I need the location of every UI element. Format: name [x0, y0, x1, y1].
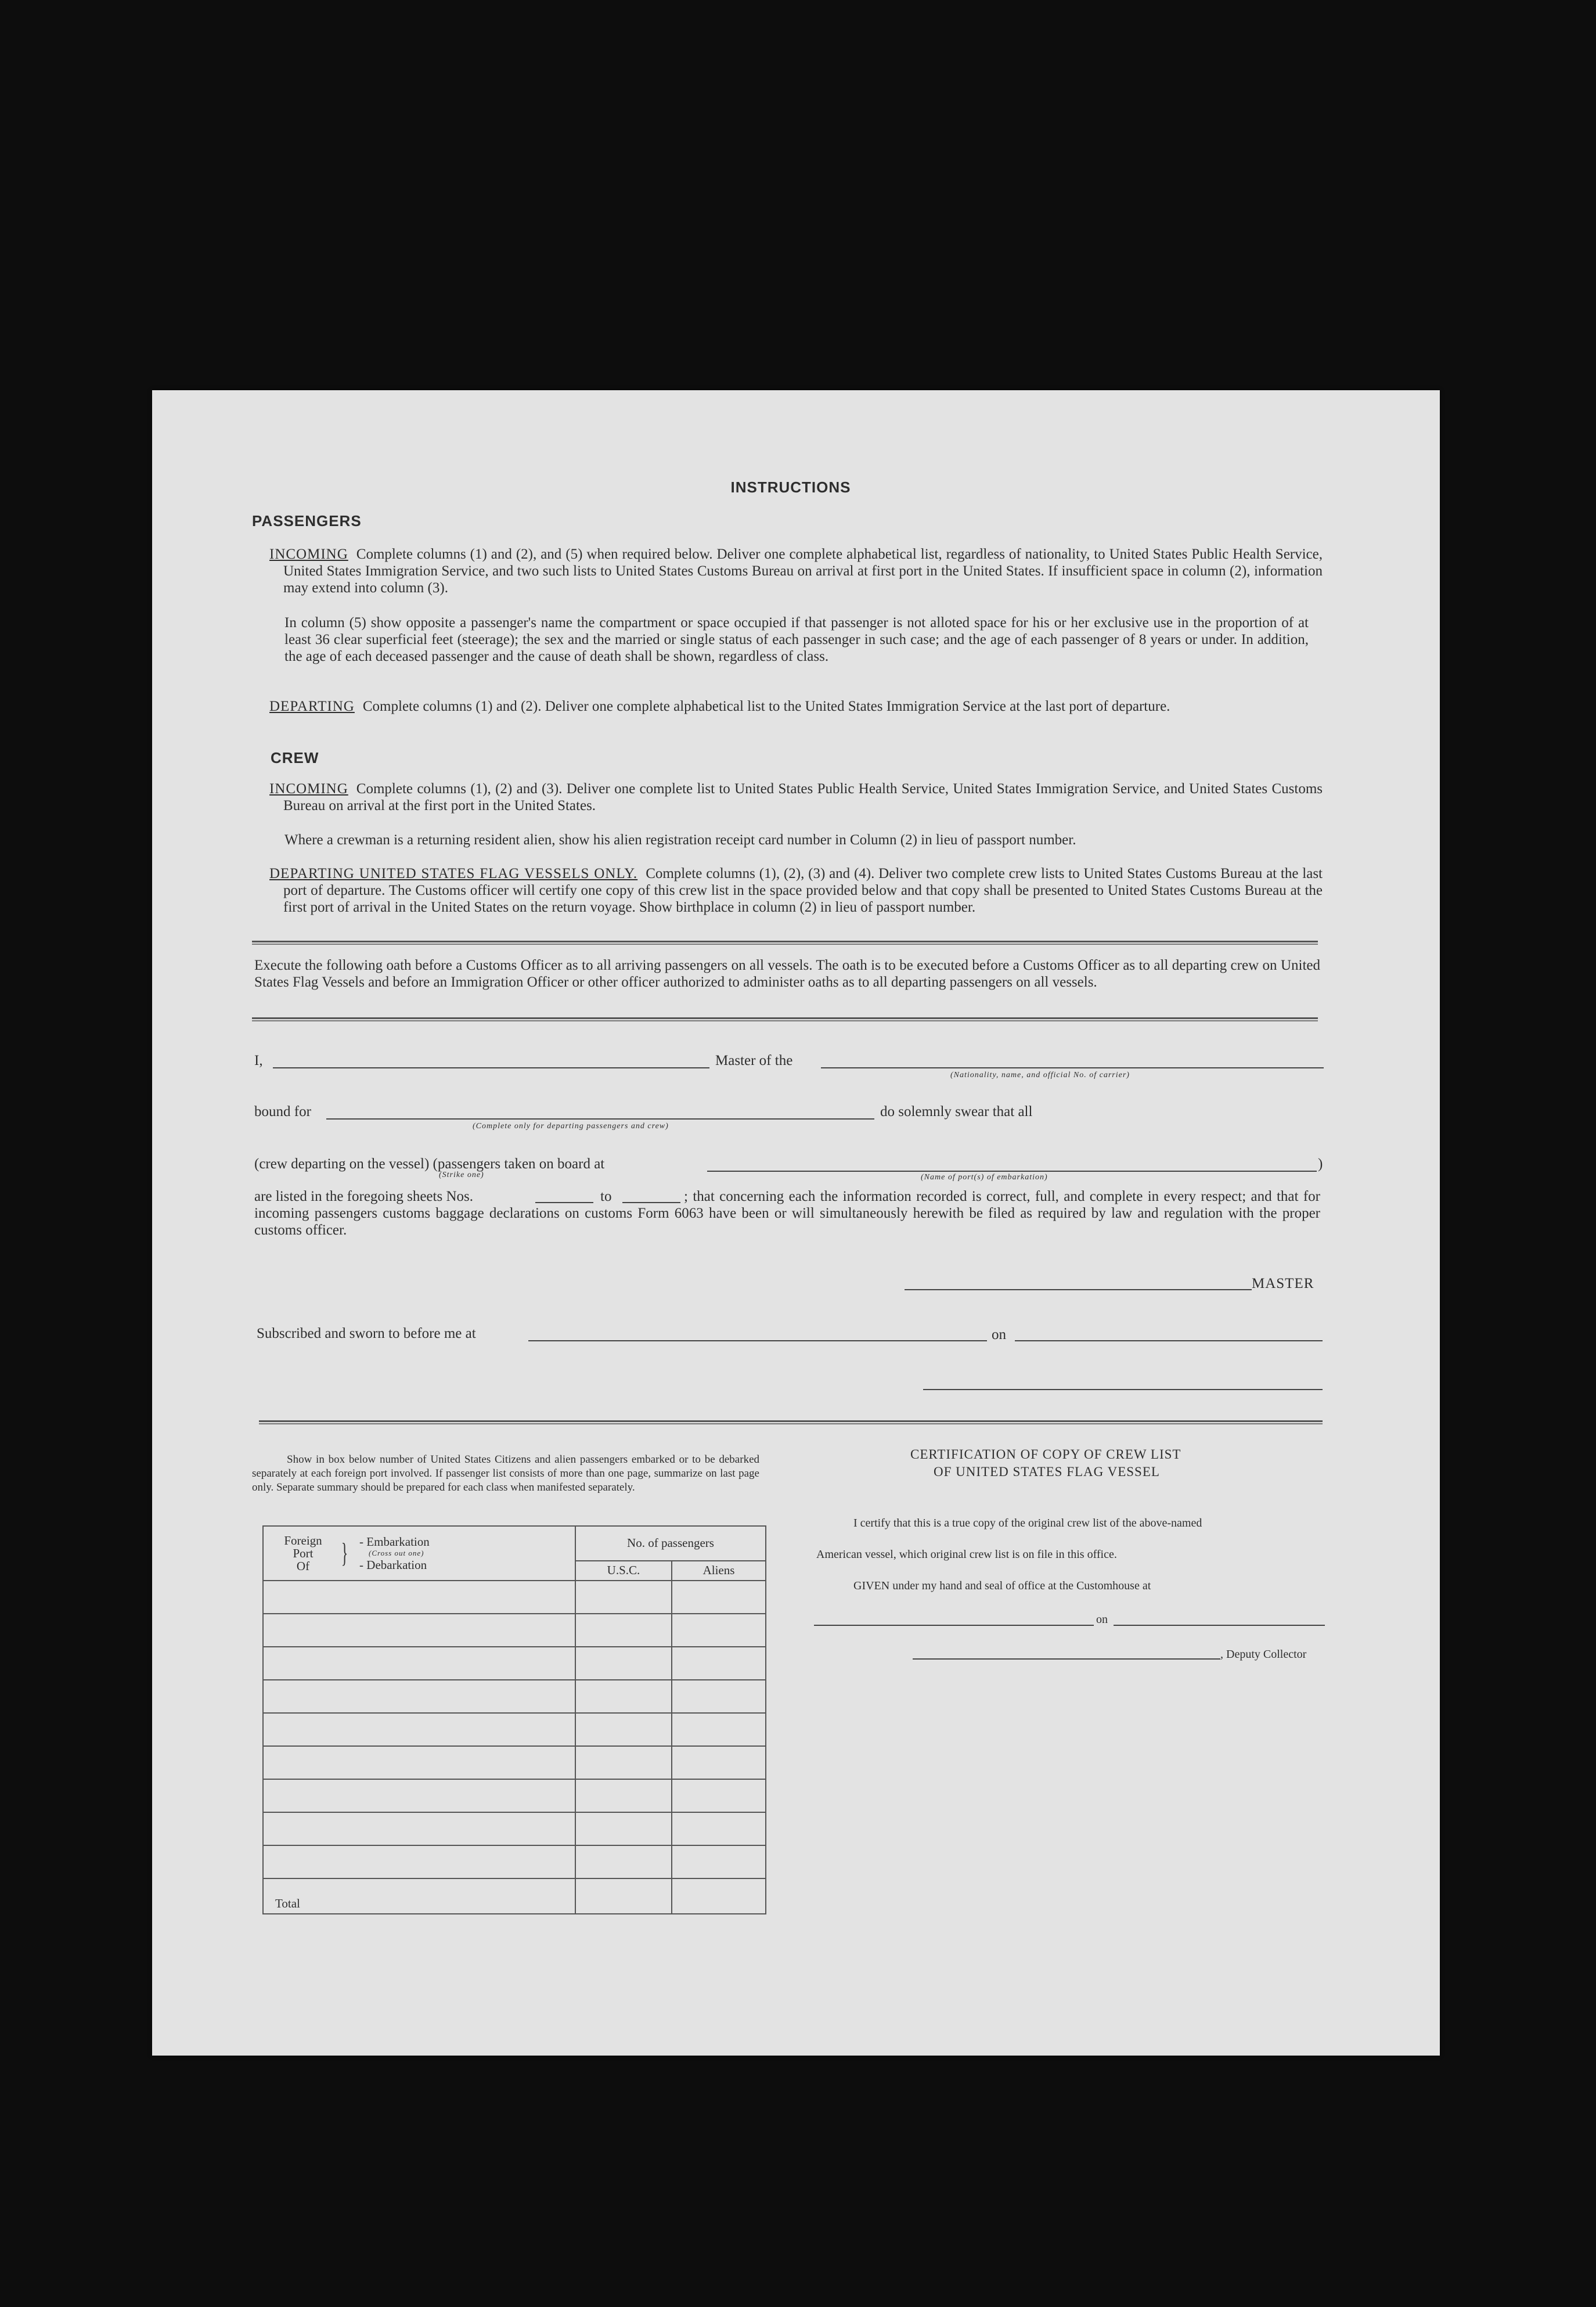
crew-header: CREW [271, 749, 319, 766]
oath-crew-passengers: (crew departing on the vessel) (passengers taken on board at [254, 1156, 605, 1172]
subscribed-on-label: on [992, 1327, 1006, 1343]
passenger-summary-table [262, 1525, 766, 1914]
aliens-cell[interactable] [672, 1845, 766, 1878]
passengers-column5-paragraph: In column (5) show opposite a passenger's name the compartment or space occupied if that passenger is not alloted space for his or her exclusive use in the proportion of at least 36 clear superficial feet (steerage); the sex and the married or single status of each passenger in such case; and the age of each passenger of 8 years or under. In addition, the age of each deceased passenger and the cause of death shall be shown, regardless of class. [284, 615, 1309, 664]
master-name-field[interactable] [273, 1067, 709, 1068]
port-cell[interactable] [263, 1713, 575, 1746]
passengers-departing-paragraph [269, 698, 1323, 715]
aliens-header: Aliens [672, 1561, 766, 1581]
passengers-header: PASSENGERS [252, 512, 362, 530]
port-cell[interactable] [263, 1746, 575, 1779]
oath-bound-for: bound for [254, 1104, 311, 1120]
divider-top [252, 941, 1318, 945]
master-signature-field[interactable] [905, 1289, 1252, 1290]
customhouse-field[interactable] [814, 1625, 1094, 1626]
table-row [263, 1581, 766, 1614]
port-cell[interactable] [263, 1647, 575, 1680]
usc-total-cell[interactable] [575, 1878, 672, 1914]
oath-instructions: Execute the following oath before a Customs Officer as to all arriving passengers on all vessels. The oath is to be executed before a Customs Officer as to all departing crew on United States Flag Vessels and before an Immigration Officer or other officer authorized to administer oaths as to all departing passengers on all vessels. [254, 958, 1320, 990]
usc-cell[interactable] [575, 1845, 672, 1878]
usc-cell[interactable] [575, 1779, 672, 1812]
officer-signature-field[interactable] [923, 1389, 1323, 1390]
port-cell[interactable] [263, 1581, 575, 1614]
usc-header: U.S.C. [575, 1561, 672, 1581]
certification-title-line2: OF UNITED STATES FLAG VESSEL [934, 1464, 1160, 1479]
certification-title-line1: CERTIFICATION OF COPY OF CREW LIST [910, 1447, 1181, 1462]
embarkation-ports-field[interactable] [707, 1171, 1317, 1172]
foreign-port-header [263, 1526, 575, 1581]
given-label: GIVEN under my hand and seal of office at the Customhouse at [853, 1579, 1151, 1592]
cert-date-field[interactable] [1114, 1625, 1325, 1626]
aliens-cell[interactable] [672, 1614, 766, 1647]
crew-incoming-paragraph [269, 780, 1323, 814]
cert-on-label: on [1096, 1613, 1108, 1626]
passengers-incoming-label: INCOMING [269, 546, 348, 562]
certify-line2: American vessel, which original crew list is on file in this office. [816, 1548, 1117, 1561]
table-row [263, 1746, 766, 1779]
table-row [263, 1812, 766, 1845]
port-cell[interactable] [263, 1614, 575, 1647]
oath-listed-rest: ; that concerning each the information recorded is correct, full, and complete in every respect; and that for incoming passengers customs baggage declarations on customs Form 6063 have been or will simultaneously herewith be filed as required by law and regulation with the proper customs officer. [254, 1189, 1320, 1238]
aliens-total-cell[interactable] [672, 1878, 766, 1914]
passengers-departing-label: DEPARTING [269, 699, 355, 714]
crew-departing-text: Complete columns (1), (2), (3) and (4). Deliver two complete crew lists to United States Customs Bureau at the last port of departure. The Customs officer will certify one copy of this crew list in the space provided below and that copy shall be presented to United States Customs Bureau at the first port of arrival in the United States on the return voyage. Show birthplace in column (2) in lieu of passport number. [283, 866, 1323, 915]
aliens-cell[interactable] [672, 1581, 766, 1614]
usc-cell[interactable] [575, 1713, 672, 1746]
deputy-signature-field[interactable] [913, 1658, 1220, 1660]
aliens-cell[interactable] [672, 1812, 766, 1845]
oath-to-label: to [600, 1189, 612, 1204]
oath-i-label: I, [254, 1053, 263, 1068]
subscribed-place-field[interactable] [528, 1340, 987, 1341]
usc-cell[interactable] [575, 1812, 672, 1845]
table-row [263, 1614, 766, 1647]
port-cell[interactable] [263, 1680, 575, 1713]
subscribed-label: Subscribed and sworn to before me at [257, 1326, 476, 1341]
port-header-of: Of [296, 1559, 310, 1573]
port-header-port: Port [293, 1546, 314, 1560]
crew-incoming-label: INCOMING [269, 781, 348, 797]
table-row [263, 1647, 766, 1680]
port-cell[interactable] [263, 1845, 575, 1878]
passengers-departing-text: Complete columns (1) and (2). Deliver one complete alphabetical list to the United States Immigration Service at the last port of departure. [362, 699, 1170, 714]
certification-title [910, 1446, 1181, 1481]
oath-swear: do solemnly swear that all [880, 1104, 1033, 1120]
passengers-incoming-paragraph [269, 546, 1323, 596]
debarkation-label: - Debarkation [359, 1558, 427, 1572]
table-row [263, 1779, 766, 1812]
table-row [263, 1845, 766, 1878]
carrier-field[interactable] [821, 1067, 1324, 1068]
embarkation-label: - Embarkation [359, 1535, 430, 1549]
deputy-collector-label: , Deputy Collector [1220, 1648, 1307, 1661]
usc-cell[interactable] [575, 1581, 672, 1614]
carrier-caption: (Nationality, name, and official No. of carrier) [950, 1071, 1130, 1079]
total-row [263, 1878, 766, 1914]
aliens-cell[interactable] [672, 1713, 766, 1746]
crew-incoming-text: Complete columns (1), (2) and (3). Deliver one complete list to United States Public Health Service, United States Immigration Service, and United States Customs Bureau on arrival at the first port in the United States. [283, 781, 1323, 814]
port-cell[interactable] [263, 1779, 575, 1812]
cross-out-caption: (Cross out one) [369, 1549, 424, 1557]
usc-cell[interactable] [575, 1647, 672, 1680]
table-row [263, 1680, 766, 1713]
usc-cell[interactable] [575, 1680, 672, 1713]
aliens-cell[interactable] [672, 1746, 766, 1779]
port-cell[interactable] [263, 1812, 575, 1845]
aliens-cell[interactable] [672, 1647, 766, 1680]
usc-cell[interactable] [575, 1614, 672, 1647]
summary-instructions: Show in box below number of United States Citizens and alien passengers embarked or to be debarked separately at each foreign port involved. If passenger list consists of more than one page, summarize on last page only. Separate summary should be prepared for each class when manifested separately. [252, 1453, 759, 1493]
passengers-count-header: No. of passengers [575, 1526, 766, 1561]
strike-caption: (Strike one) [439, 1171, 484, 1179]
divider-oath [252, 1017, 1318, 1021]
oath-listed-prefix: are listed in the foregoing sheets Nos. [254, 1189, 473, 1204]
crew-departing-paragraph [269, 865, 1323, 916]
passengers-incoming-text: Complete columns (1) and (2), and (5) when required below. Deliver one complete alphabetical list, regardless of nationality, to United States Public Health Service, United States Immigration Service, and two such lists to United States Customs Bureau on arrival at first port in the United States. If insufficient space in column (2), information may extend into column (3). [283, 546, 1323, 596]
master-label: MASTER [1252, 1276, 1314, 1291]
oath-close-paren: ) [1318, 1156, 1323, 1172]
crew-resident-paragraph: Where a crewman is a returning resident alien, show his alien registration receipt card number in Column (2) in lieu of passport number. [284, 832, 1076, 848]
usc-cell[interactable] [575, 1746, 672, 1779]
page-title: INSTRUCTIONS [730, 478, 851, 496]
ports-caption: (Name of port(s) of embarkation) [921, 1173, 1048, 1182]
oath-master-of-the: Master of the [715, 1053, 793, 1068]
bound-for-field[interactable] [326, 1118, 874, 1120]
table-row [263, 1713, 766, 1746]
aliens-cell[interactable] [672, 1680, 766, 1713]
certify-line1: I certify that this is a true copy of the original crew list of the above-named [853, 1517, 1202, 1529]
divider-bottom [259, 1420, 1323, 1424]
bound-caption: (Complete only for departing passengers and crew) [473, 1122, 669, 1131]
crew-departing-label: DEPARTING UNITED STATES FLAG VESSELS ONLY. [269, 866, 638, 881]
form-sheet [152, 390, 1440, 2056]
subscribed-date-field[interactable] [1015, 1340, 1323, 1341]
brace-icon: } [341, 1538, 348, 1568]
total-label: Total [263, 1878, 575, 1914]
port-header-foreign: Foreign [284, 1534, 322, 1547]
aliens-cell[interactable] [672, 1779, 766, 1812]
